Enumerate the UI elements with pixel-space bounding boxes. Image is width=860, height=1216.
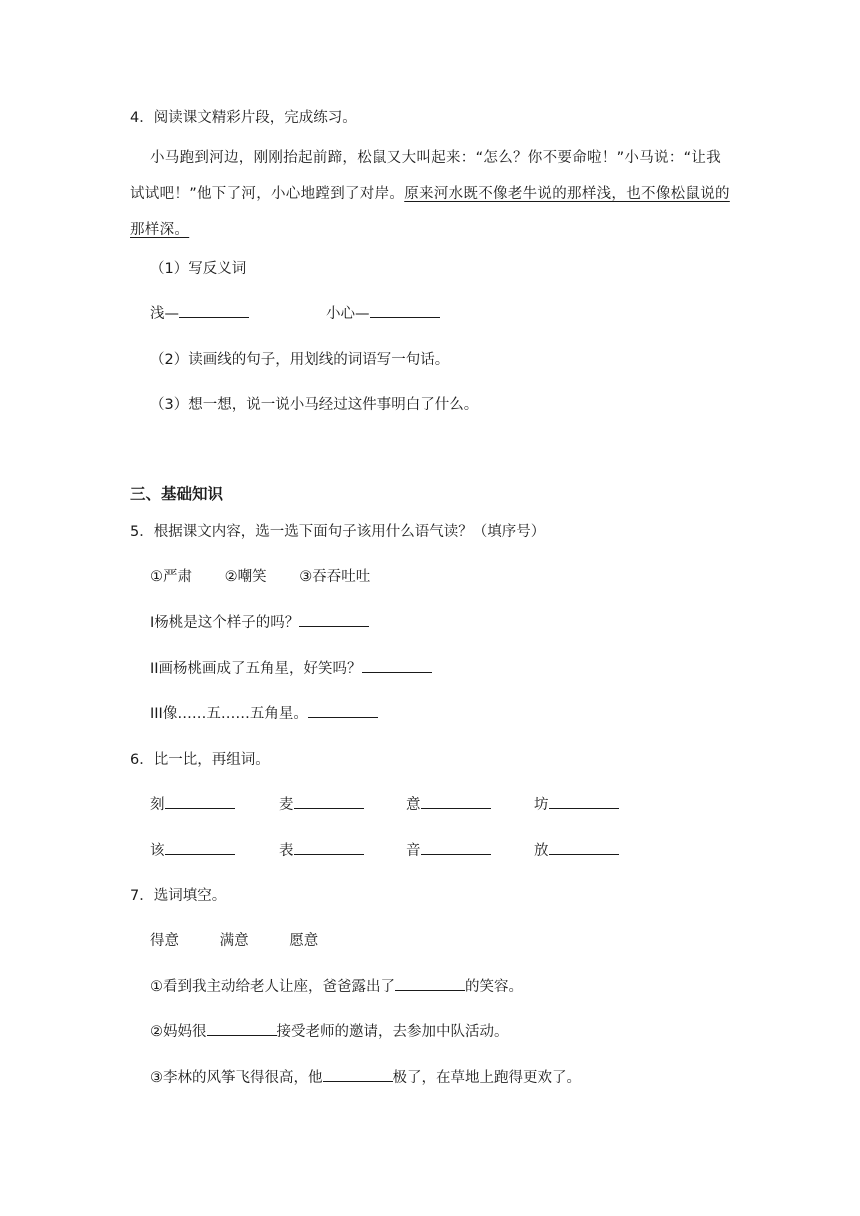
q4-sub1-title: （1）写反义词 bbox=[150, 261, 247, 277]
q7-word: 满意 bbox=[219, 933, 249, 949]
q4-antonym-2 bbox=[326, 302, 440, 323]
q4-sub2: （2）读画线的句子，用划线的词语写一句话。 bbox=[150, 352, 450, 368]
q5-options bbox=[150, 565, 370, 586]
q7-sentence-1 bbox=[150, 975, 523, 996]
q7-title: 7．选词填空。 bbox=[130, 888, 227, 904]
answer-blank[interactable] bbox=[179, 316, 249, 318]
q7-sentence-text: 的笑容。 bbox=[465, 979, 523, 995]
q6-cell bbox=[406, 793, 491, 814]
q4-passage bbox=[130, 140, 730, 248]
answer-blank[interactable] bbox=[323, 1080, 393, 1082]
q7-sentence-text: ③李林的风筝飞得很高，他 bbox=[150, 1070, 323, 1086]
antonym-word-shallow: 浅— bbox=[150, 306, 179, 322]
q6-cell bbox=[279, 793, 364, 814]
answer-blank[interactable] bbox=[549, 853, 619, 855]
q5-item-text: II画杨桃画成了五角星，好笑吗？ bbox=[150, 661, 362, 677]
q6-cell bbox=[406, 839, 491, 860]
q7-word: 得意 bbox=[150, 933, 179, 949]
answer-blank[interactable] bbox=[308, 716, 378, 718]
answer-blank[interactable] bbox=[294, 807, 364, 809]
answer-blank[interactable] bbox=[299, 625, 369, 627]
q7-sentence-3 bbox=[150, 1066, 581, 1087]
q6-cell bbox=[279, 839, 364, 860]
q7-sentence-text: ②妈妈很 bbox=[150, 1024, 207, 1040]
q6-char: 表 bbox=[279, 843, 294, 859]
q5-item-3 bbox=[150, 702, 378, 723]
answer-blank[interactable] bbox=[165, 807, 235, 809]
answer-blank[interactable] bbox=[370, 316, 440, 318]
q6-cell bbox=[534, 793, 619, 814]
q7-word-bank bbox=[150, 929, 318, 950]
section-heading: 三、基础知识 bbox=[130, 485, 224, 503]
q7-sentence-text: ①看到我主动给老人让座，爸爸露出了 bbox=[150, 979, 395, 995]
q6-cell bbox=[534, 839, 619, 860]
q4-sub3: （3）想一想，说一说小马经过这件事明白了什么。 bbox=[150, 397, 479, 413]
q5-option: ①严肃 bbox=[150, 569, 192, 585]
q5-item-text: III像……五……五角星。 bbox=[150, 706, 308, 722]
answer-blank[interactable] bbox=[362, 671, 432, 673]
q5-item-2 bbox=[150, 657, 432, 678]
q6-char: 麦 bbox=[279, 797, 294, 813]
q5-title: 5．根据课文内容，选一选下面句子该用什么语气读？（填序号） bbox=[130, 524, 546, 540]
q4-passage-text: 小马跑到河边，刚刚抬起前蹄，松鼠又大叫起来：“怎么？你不要命啦！”小马说：“让我试试吧！”他下了河，小心地蹚到了对岸。 bbox=[130, 150, 722, 202]
q4-title: 4．阅读课文精彩片段，完成练习。 bbox=[130, 110, 357, 126]
q5-option: ②嘲笑 bbox=[224, 569, 267, 585]
answer-blank[interactable] bbox=[395, 989, 465, 991]
q7-sentence-2 bbox=[150, 1020, 509, 1041]
q6-char: 放 bbox=[534, 843, 549, 859]
answer-blank[interactable] bbox=[165, 853, 235, 855]
q6-cell bbox=[150, 793, 235, 814]
q6-char: 该 bbox=[150, 843, 165, 859]
answer-blank[interactable] bbox=[294, 853, 364, 855]
q4-antonym-1 bbox=[150, 302, 249, 323]
q7-word: 愿意 bbox=[289, 933, 319, 949]
q5-option: ③吞吞吐吐 bbox=[299, 569, 371, 585]
q6-char: 音 bbox=[406, 843, 421, 859]
q6-title: 6．比一比，再组词。 bbox=[130, 752, 270, 768]
q6-char: 坊 bbox=[534, 797, 549, 813]
answer-blank[interactable] bbox=[421, 807, 491, 809]
q6-cell bbox=[150, 839, 235, 860]
q4-passage-underlined: 原来河水既不像老牛说的那样浅，也不像松鼠说的那样深。 bbox=[130, 186, 730, 238]
q6-char: 刻 bbox=[150, 797, 165, 813]
answer-blank[interactable] bbox=[549, 807, 619, 809]
q5-item-1 bbox=[150, 611, 369, 632]
q7-sentence-text: 接受老师的邀请，去参加中队活动。 bbox=[276, 1024, 509, 1040]
antonym-word-careful: 小心— bbox=[326, 306, 370, 322]
answer-blank[interactable] bbox=[207, 1034, 277, 1036]
answer-blank[interactable] bbox=[421, 853, 491, 855]
q7-sentence-text: 极了，在草地上跑得更欢了。 bbox=[392, 1070, 581, 1086]
q5-item-text: I杨桃是这个样子的吗？ bbox=[150, 615, 300, 631]
q6-char: 意 bbox=[406, 797, 421, 813]
